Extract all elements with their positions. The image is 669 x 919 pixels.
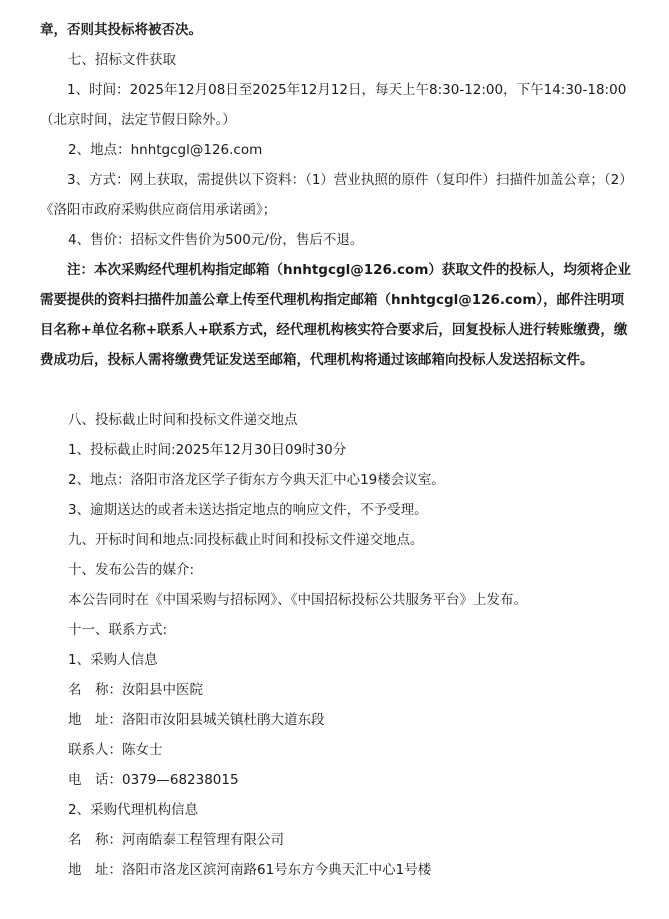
section-7-note: 注：本次采购经代理机构指定邮箱（hnhtgcgl@126.com）获取文件的投标人，均须将企业需要提供的资料扫描件加盖公章上传至代理机构指定邮箱（hnhtgcgl@126.com），邮件注明项目名称+单位名称+联系人+联系方式，经代理机构核实符合要求后，回复投标人进行转账缴费，缴费成功后，投标人需将缴费凭证发送至邮箱，代理机构将通过该邮箱向投标人发送招标文件。	[40, 262, 631, 368]
purchaser-address: 地 址：洛阳市汝阳县城关镇杜鹃大道东段	[68, 712, 325, 728]
section-8-heading: 八、投标截止时间和投标文件递交地点	[68, 412, 298, 428]
purchaser-phone: 电 话：0379—68238015	[68, 772, 239, 788]
purchaser-name: 名 称：汝阳县中医院	[68, 682, 203, 698]
section-7-time: 1、时间：2025年12月08日至2025年12月12日，每天上午8:30-12:00，下午14:30-18:00（北京时间，法定节假日除外。）	[40, 82, 627, 128]
purchaser-contact: 联系人：陈女士	[68, 742, 163, 758]
section-8-place: 2、地点：洛阳市洛龙区学子街东方今典天汇中心19楼会议室。	[68, 472, 445, 488]
section-10-heading: 十、发布公告的媒介:	[68, 562, 195, 578]
agency-heading: 2、采购代理机构信息	[68, 802, 199, 818]
section-11-heading: 十一、联系方式:	[68, 622, 168, 638]
section-7-price: 4、售价：招标文件售价为500元/份，售后不退。	[68, 232, 364, 248]
agency-name: 名 称：河南皓泰工程管理有限公司	[68, 832, 284, 848]
section-7-place: 2、地点：hnhtgcgl@126.com	[68, 142, 263, 158]
section-9-heading: 九、开标时间和地点:同投标截止时间和投标文件递交地点。	[68, 532, 424, 548]
agency-address: 地 址：洛阳市洛龙区滨河南路61号东方今典天汇中心1号楼	[68, 862, 432, 878]
section-8-deadline: 1、投标截止时间:2025年12月30日09时30分	[68, 442, 347, 458]
continued-paragraph: 章，否则其投标将被否决。	[40, 22, 202, 38]
section-7-method: 3、方式：网上获取，需提供以下资料：（1）营业执照的原件（复印件）扫描件加盖公章；（2）《洛阳市政府采购供应商信用承诺函》；	[40, 172, 627, 218]
section-8-late-notice: 3、逾期送达的或者未送达指定地点的响应文件，不予受理。	[68, 502, 428, 518]
purchaser-heading: 1、采购人信息	[68, 652, 158, 668]
section-10-body: 本公告同时在《中国采购与招标网》、《中国招标投标公共服务平台》上发布。	[68, 592, 527, 608]
section-7-heading: 七、招标文件获取	[68, 52, 176, 68]
